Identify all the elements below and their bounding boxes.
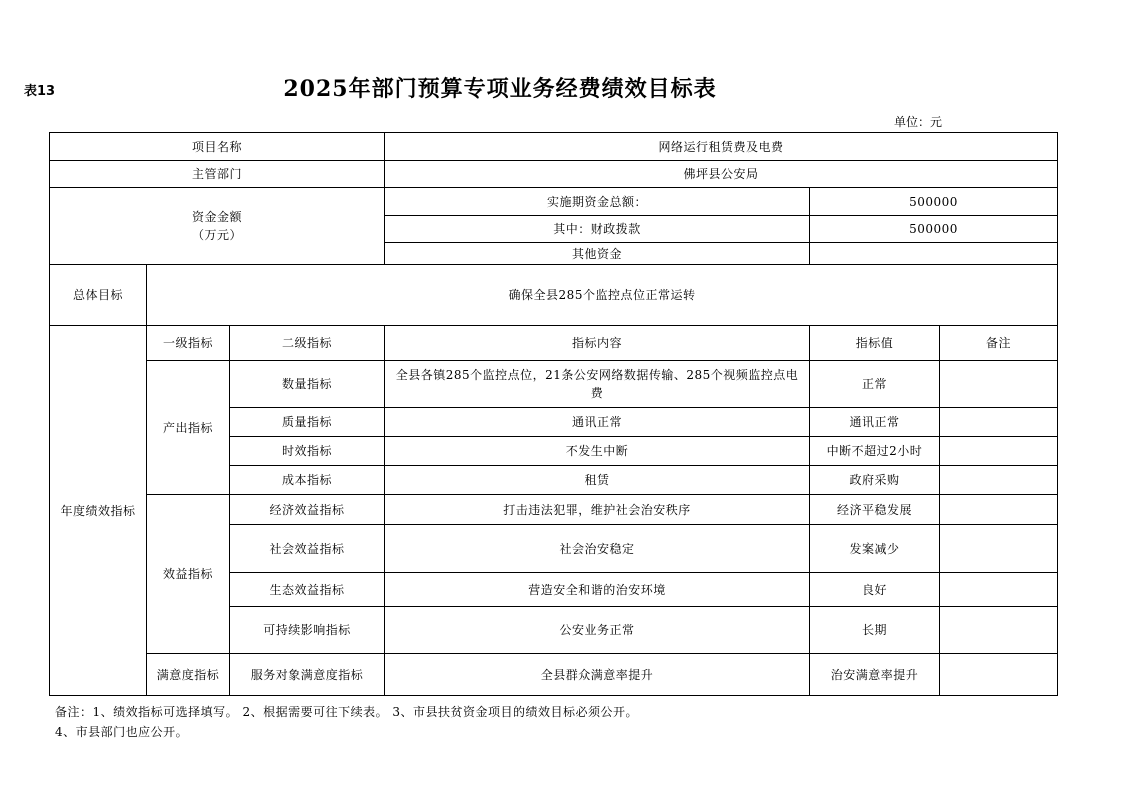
row-level2: 服务对象满意度指标	[230, 654, 385, 696]
row-value: 通讯正常	[810, 408, 940, 437]
row-level2: 社会效益指标	[230, 525, 385, 573]
funds-label	[50, 188, 385, 265]
row-level2: 成本指标	[230, 466, 385, 495]
overall-value: 确保全县285个监控点位正常运转	[147, 265, 1058, 326]
funds-total-row	[50, 188, 1058, 216]
row-content: 不发生中断	[385, 437, 810, 466]
row-level2: 质量指标	[230, 408, 385, 437]
row-remark	[940, 495, 1058, 525]
header-value: 指标值	[810, 326, 940, 361]
row-value: 中断不超过2小时	[810, 437, 940, 466]
table-row	[50, 361, 1058, 408]
row-value: 正常	[810, 361, 940, 408]
row-level2: 生态效益指标	[230, 573, 385, 607]
funds-fiscal-label: 其中：财政拨款	[385, 216, 810, 243]
row-remark	[940, 607, 1058, 654]
funds-other-value	[810, 243, 1058, 265]
page-title: 2025年部门预算专项业务经费绩效目标表	[283, 76, 717, 102]
row-content: 公安业务正常	[385, 607, 810, 654]
row-value: 经济平稳发展	[810, 495, 940, 525]
group-satisfaction: 满意度指标	[147, 654, 230, 696]
row-level2: 数量指标	[230, 361, 385, 408]
funds-total-value: 500000	[810, 188, 1058, 216]
table-row	[50, 654, 1058, 696]
row-remark	[940, 466, 1058, 495]
project-row	[50, 133, 1058, 161]
group-output: 产出指标	[147, 361, 230, 495]
row-level2: 可持续影响指标	[230, 607, 385, 654]
row-level2: 时效指标	[230, 437, 385, 466]
row-remark	[940, 408, 1058, 437]
table-row	[50, 495, 1058, 525]
row-value: 长期	[810, 607, 940, 654]
row-remark	[940, 361, 1058, 408]
table-number: 表13	[24, 84, 56, 99]
row-content: 全县群众满意率提升	[385, 654, 810, 696]
funds-label-line2: （万元）	[191, 228, 242, 242]
row-remark	[940, 654, 1058, 696]
row-content: 营造安全和谐的治安环境	[385, 573, 810, 607]
header-remark: 备注	[940, 326, 1058, 361]
row-value: 发案减少	[810, 525, 940, 573]
row-value: 政府采购	[810, 466, 940, 495]
department-row	[50, 161, 1058, 188]
overall-label: 总体目标	[50, 265, 147, 326]
row-content: 通讯正常	[385, 408, 810, 437]
row-level2: 经济效益指标	[230, 495, 385, 525]
project-name-label: 项目名称	[50, 133, 385, 161]
department-value: 佛坪县公安局	[385, 161, 1058, 188]
notes-line2: 4、市县部门也应公开。	[55, 725, 189, 739]
unit-label: 单位：元	[894, 115, 943, 129]
header-row	[50, 326, 1058, 361]
annual-indicator-label: 年度绩效指标	[50, 326, 147, 696]
row-content: 租赁	[385, 466, 810, 495]
row-remark	[940, 573, 1058, 607]
row-content: 打击违法犯罪，维护社会治安秩序	[385, 495, 810, 525]
funds-other-label: 其他资金	[385, 243, 810, 265]
project-name-value: 网络运行租赁费及电费	[385, 133, 1058, 161]
row-remark	[940, 525, 1058, 573]
row-value: 治安满意率提升	[810, 654, 940, 696]
group-benefit: 效益指标	[147, 495, 230, 654]
header-level2: 二级指标	[230, 326, 385, 361]
performance-table	[49, 132, 1058, 696]
header-level1: 一级指标	[147, 326, 230, 361]
row-content: 社会治安稳定	[385, 525, 810, 573]
notes-line1: 备注：1、绩效指标可选择填写。 2、根据需要可往下续表。 3、市县扶贫资金项目的绩效目标必须公开。	[55, 705, 639, 719]
notes	[55, 702, 638, 742]
row-value: 良好	[810, 573, 940, 607]
funds-label-line1: 资金金额	[191, 210, 242, 224]
department-label: 主管部门	[50, 161, 385, 188]
funds-total-label: 实施期资金总额：	[385, 188, 810, 216]
header-content: 指标内容	[385, 326, 810, 361]
funds-fiscal-value: 500000	[810, 216, 1058, 243]
row-content: 全县各镇285个监控点位，21条公安网络数据传输、285个视频监控点电费	[385, 361, 810, 408]
overall-row	[50, 265, 1058, 326]
row-remark	[940, 437, 1058, 466]
